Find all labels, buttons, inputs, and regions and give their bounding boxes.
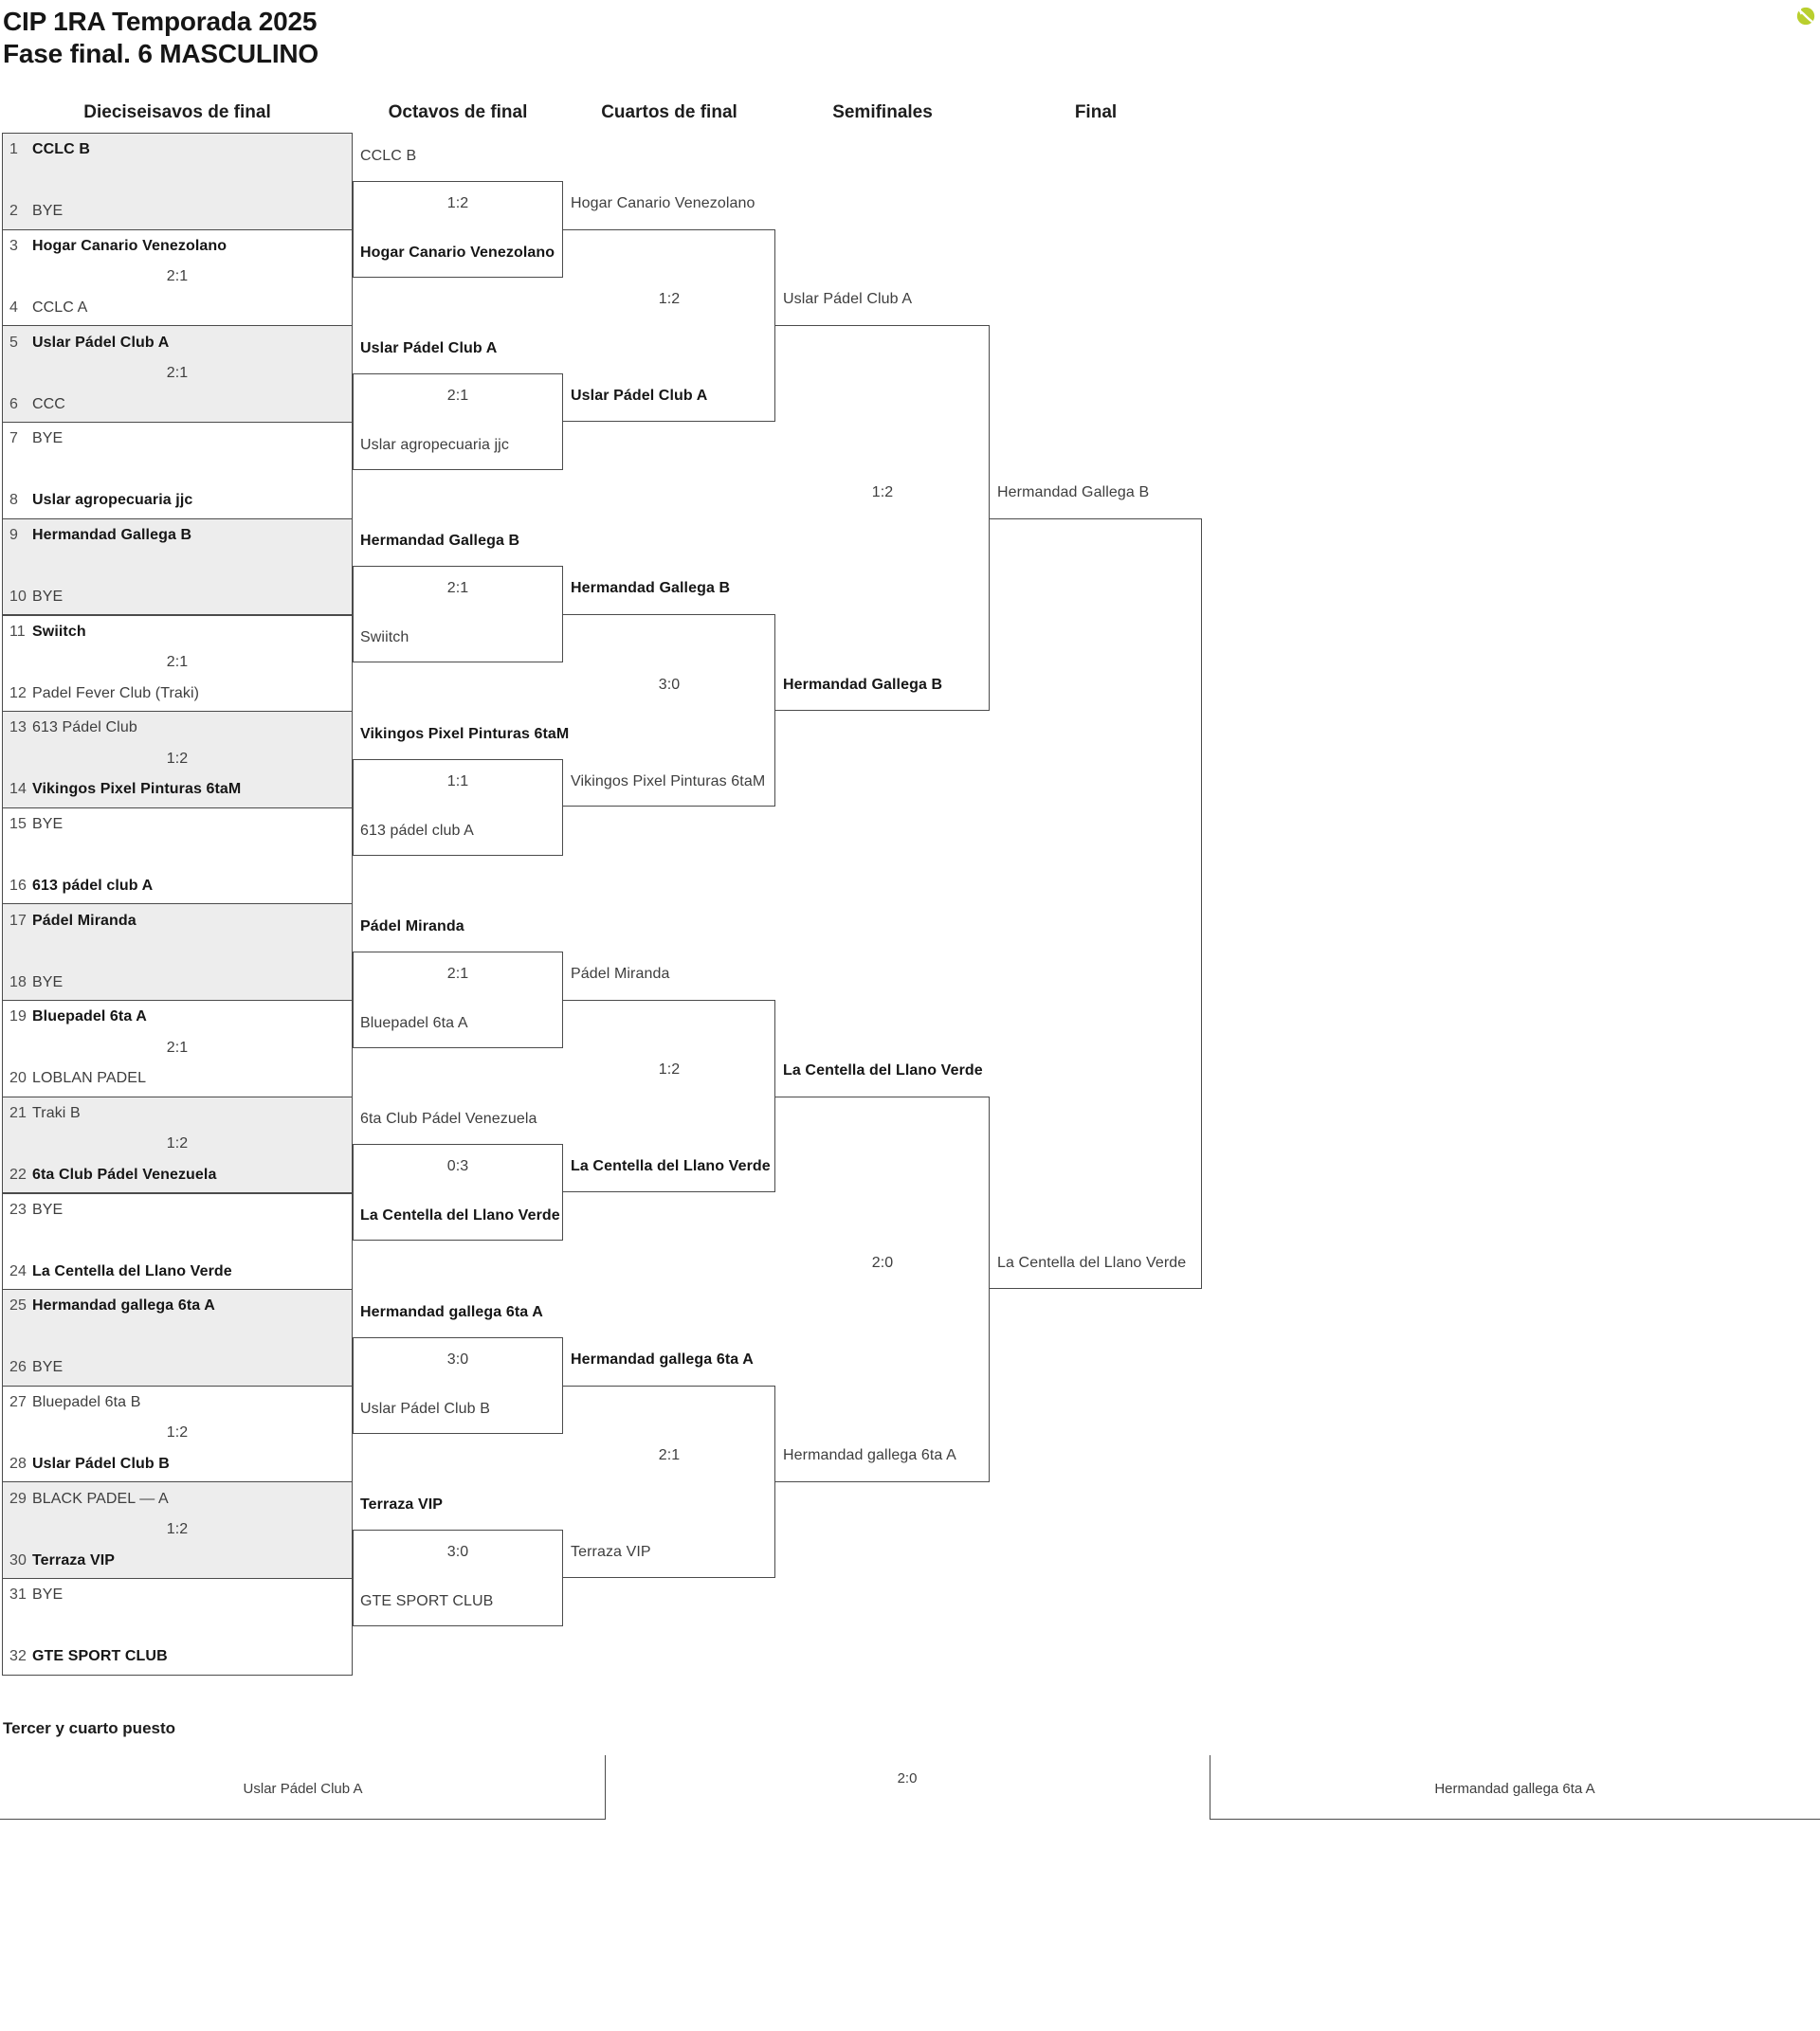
team-name: Pádel Miranda: [360, 918, 464, 934]
team-name: Uslar Pádel Club A: [32, 335, 170, 351]
team-name: Uslar Pádel Club B: [32, 1456, 170, 1472]
team-name: Terraza VIP: [32, 1552, 116, 1569]
team-name: La Centella del Llano Verde: [32, 1263, 232, 1279]
match-score: 1:2: [166, 1135, 189, 1152]
team-name: Uslar Pádel Club B: [360, 1401, 490, 1417]
r32-team-row: [9, 1262, 232, 1281]
r32-team-row: [9, 202, 63, 221]
r32-team-row: [9, 588, 63, 607]
seed-number: 3: [9, 238, 18, 254]
match-score: 3:0: [658, 677, 681, 693]
seed-number: 32: [9, 1648, 27, 1664]
team-name: Uslar Pádel Club A: [360, 340, 498, 356]
match-score: 2:1: [446, 966, 469, 982]
team-name: Hermandad gallega 6ta A: [32, 1297, 215, 1314]
team-name: Hogar Canario Venezolano: [571, 195, 755, 211]
team-name: Swiitch: [32, 624, 86, 640]
match-score: 2:1: [166, 1040, 189, 1056]
seed-number: 5: [9, 335, 18, 351]
r32-team-row: [9, 1104, 81, 1123]
seed-number: 26: [9, 1359, 27, 1375]
seed-number: 1: [9, 141, 18, 157]
seed-number: 31: [9, 1587, 27, 1603]
seed-number: 15: [9, 816, 27, 832]
team-name: La Centella del Llano Verde: [783, 1062, 983, 1079]
r32-team-row: [9, 1551, 115, 1570]
team-name: Swiitch: [360, 629, 410, 645]
round-header-octavos: Octavos de final: [388, 102, 528, 122]
match-score: 3:0: [446, 1351, 469, 1368]
team-name: Uslar agropecuaria jjc: [32, 492, 193, 508]
r32-team-row: [9, 140, 90, 159]
team-name: Padel Fever Club (Traki): [32, 685, 200, 701]
team-name: BYE: [32, 1359, 64, 1375]
r32-team-row: [9, 334, 169, 353]
team-name: Pádel Miranda: [32, 913, 136, 929]
seed-number: 13: [9, 719, 27, 735]
r32-team-row: [9, 429, 63, 448]
match-score: 2:1: [166, 654, 189, 670]
match-score: 1:2: [166, 1521, 189, 1537]
r32-team-row: [9, 1166, 216, 1185]
match-score: 2:1: [166, 365, 189, 381]
match-score: 1:2: [166, 751, 189, 767]
match-score: 2:1: [446, 580, 469, 596]
team-name: Hermandad gallega 6ta A: [360, 1304, 543, 1320]
team-name: Vikingos Pixel Pinturas 6taM: [360, 726, 570, 742]
r32-team-row: [9, 1586, 63, 1605]
r32-team-row: [9, 1201, 63, 1220]
seed-number: 29: [9, 1491, 27, 1507]
team-name: BYE: [32, 816, 64, 832]
seed-number: 17: [9, 913, 27, 929]
match-score: 1:2: [166, 1424, 189, 1441]
r32-team-row: [9, 395, 65, 414]
match-score: 2:1: [446, 388, 469, 404]
r32-team-row: [9, 1297, 215, 1315]
match-score: 1:2: [658, 1061, 681, 1078]
match-score: 2:1: [658, 1447, 681, 1463]
team-name: 6ta Club Pádel Venezuela: [360, 1111, 537, 1127]
r32-team-row: [9, 526, 191, 545]
r32-team-row: [9, 1490, 169, 1509]
phase-name: Fase final. 6 MASCULINO: [3, 39, 319, 68]
team-name: 613 Pádel Club: [32, 719, 137, 735]
final-match-box: [990, 518, 1202, 1289]
team-name: BYE: [32, 430, 64, 446]
team-name: Hermandad Gallega B: [571, 580, 731, 596]
r32-team-row: [9, 815, 63, 834]
team-name: LOBLAN PADEL: [32, 1070, 147, 1086]
r32-team-row: [9, 1007, 147, 1026]
third-place-score: 2:0: [897, 1770, 918, 1786]
semifinal-match-box: [775, 1097, 990, 1482]
seed-number: 9: [9, 527, 18, 543]
seed-number: 19: [9, 1008, 27, 1025]
team-name: Hermandad gallega 6ta A: [783, 1447, 956, 1463]
team-name: Bluepadel 6ta B: [32, 1394, 141, 1410]
team-name: La Centella del Llano Verde: [571, 1158, 771, 1174]
seed-number: 18: [9, 974, 27, 990]
round-header-final: Final: [1074, 102, 1118, 122]
third-place-title: Tercer y cuarto puesto: [3, 1719, 176, 1737]
team-name: Hermandad Gallega B: [997, 484, 1150, 500]
team-name: CCLC A: [32, 299, 88, 316]
team-name: Hermandad Gallega B: [783, 677, 943, 693]
tournament-name: CIP 1RA Temporada 2025: [3, 7, 318, 36]
team-name: GTE SPORT CLUB: [360, 1593, 494, 1609]
team-name: 613 pádel club A: [32, 878, 154, 894]
padel-ball-icon: [1795, 6, 1816, 27]
team-name: CCC: [32, 396, 65, 412]
team-name: Uslar Pádel Club A: [571, 388, 708, 404]
seed-number: 25: [9, 1297, 27, 1314]
match-score: 2:1: [166, 268, 189, 284]
seed-number: 2: [9, 203, 18, 219]
team-name: Bluepadel 6ta A: [32, 1008, 147, 1025]
team-name: GTE SPORT CLUB: [32, 1648, 168, 1664]
team-name: Hermandad gallega 6ta A: [571, 1351, 754, 1368]
seed-number: 22: [9, 1167, 27, 1183]
team-name: Hermandad Gallega B: [32, 527, 192, 543]
match-score: 1:2: [446, 195, 469, 211]
team-name: Hogar Canario Venezolano: [360, 245, 555, 261]
seed-number: 16: [9, 878, 27, 894]
r32-team-row: [9, 718, 137, 737]
seed-number: 12: [9, 685, 27, 701]
r32-team-row: [9, 1455, 170, 1474]
seed-number: 7: [9, 430, 18, 446]
seed-number: 30: [9, 1552, 27, 1569]
team-name: La Centella del Llano Verde: [360, 1207, 560, 1224]
team-name: BYE: [32, 974, 64, 990]
seed-number: 11: [9, 624, 26, 640]
page-title: [3, 6, 318, 70]
seed-number: 8: [9, 492, 18, 508]
seed-number: 4: [9, 299, 18, 316]
seed-number: 10: [9, 589, 27, 605]
r32-team-row: [9, 684, 199, 703]
r32-team-row: [9, 780, 241, 799]
team-name: Uslar Pádel Club A: [783, 291, 913, 307]
team-name: Traki B: [32, 1105, 81, 1121]
r32-team-row: [9, 912, 136, 931]
seed-number: 20: [9, 1070, 27, 1086]
team-name: Vikingos Pixel Pinturas 6taM: [571, 773, 766, 789]
team-name: Vikingos Pixel Pinturas 6taM: [32, 781, 242, 797]
round-header-semifinales: Semifinales: [832, 102, 933, 122]
round-header-cuartos: Cuartos de final: [601, 102, 737, 122]
team-name: BLACK PADEL — A: [32, 1491, 169, 1507]
r32-team-row: [9, 623, 86, 642]
team-name: Uslar agropecuaria jjc: [360, 437, 509, 453]
team-name: Terraza VIP: [571, 1544, 651, 1560]
semifinal-match-box: [775, 325, 990, 711]
team-name: La Centella del Llano Verde: [997, 1255, 1187, 1271]
team-name: BYE: [32, 589, 64, 605]
seed-number: 28: [9, 1456, 27, 1472]
match-score: 3:0: [446, 1544, 469, 1560]
seed-number: 14: [9, 781, 27, 797]
match-score: 2:0: [871, 1255, 894, 1271]
team-name: 6ta Club Pádel Venezuela: [32, 1167, 217, 1183]
seed-number: 6: [9, 396, 18, 412]
team-name: BYE: [32, 1587, 64, 1603]
team-name: CCLC B: [32, 141, 91, 157]
match-score: 1:2: [871, 484, 894, 500]
seed-number: 24: [9, 1263, 27, 1279]
seed-number: 23: [9, 1202, 27, 1218]
r32-team-row: [9, 973, 63, 992]
team-name: 613 pádel club A: [360, 823, 474, 839]
team-name: Hogar Canario Venezolano: [32, 238, 228, 254]
seed-number: 27: [9, 1394, 27, 1410]
team-name: CCLC B: [360, 148, 417, 164]
match-score: 1:2: [658, 291, 681, 307]
r32-team-row: [9, 1358, 63, 1377]
r32-team-row: [9, 237, 227, 256]
team-name: Hermandad Gallega B: [360, 533, 520, 549]
r32-team-row: [9, 877, 153, 896]
third-place-team2: Hermandad gallega 6ta A: [1434, 1781, 1595, 1797]
r32-team-row: [9, 1069, 146, 1088]
r32-team-row: [9, 299, 87, 317]
match-score: 0:3: [446, 1158, 469, 1174]
team-name: Bluepadel 6ta A: [360, 1015, 468, 1031]
r32-team-row: [9, 491, 192, 510]
r32-team-row: [9, 1647, 168, 1666]
round-header-dieciseisavos: Dieciseisavos de final: [83, 102, 271, 122]
third-place-team1: Uslar Pádel Club A: [243, 1781, 363, 1797]
seed-number: 21: [9, 1105, 27, 1121]
r32-team-row: [9, 1393, 140, 1412]
team-name: BYE: [32, 203, 64, 219]
team-name: Pádel Miranda: [571, 966, 670, 982]
team-name: Terraza VIP: [360, 1496, 444, 1513]
team-name: BYE: [32, 1202, 64, 1218]
match-score: 1:1: [446, 773, 469, 789]
